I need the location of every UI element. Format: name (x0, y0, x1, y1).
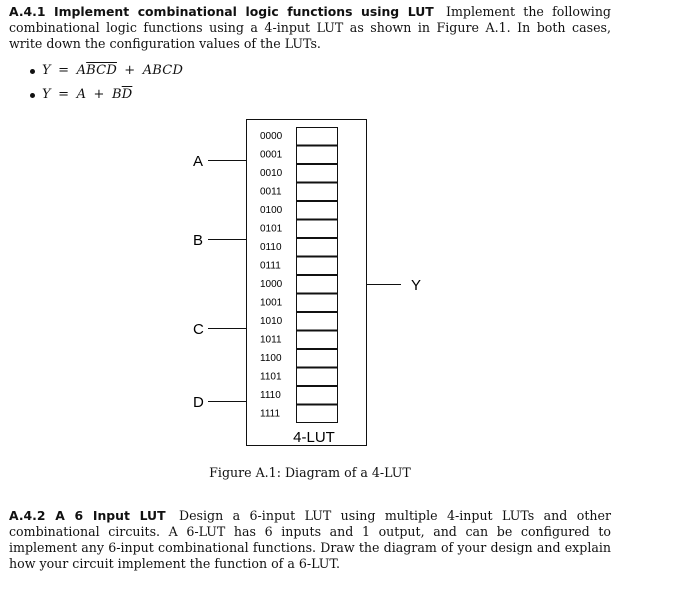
lut-row-address: 1001 (260, 297, 283, 309)
lut-row-address: 0000 (260, 131, 283, 142)
input-label-d: D (193, 394, 204, 411)
section-a41-body: Implement the following combinational logic functions using a 4-input LUT as shown in Figure A.1. In both cases, write down the configuration values of the LUTs. (9, 4, 611, 51)
term-overlined: $\overline{BCD}$ (86, 63, 117, 78)
equation-lhs: Y (42, 87, 51, 102)
term: A (76, 87, 87, 102)
plus-sign: + (124, 63, 136, 78)
section-a42-heading: A.4.2 A 6 Input LUT (9, 508, 166, 523)
lut-row-address: 1111 (260, 408, 281, 420)
lut-config-cell (297, 294, 338, 312)
lut-block-label: 4-LUT (293, 429, 335, 446)
lut-row-address: 0110 (260, 242, 282, 253)
lut-config-cell (297, 165, 338, 183)
lut-config-cell (297, 350, 338, 368)
term: ABCD (142, 63, 184, 78)
input-label-a: A (193, 153, 204, 170)
equals-sign: = (58, 87, 70, 102)
input-label-b: B (193, 232, 204, 249)
section-a42 (9, 508, 611, 572)
term-overlined: $\overline{D}$ (121, 87, 133, 102)
input-label-c: C (193, 321, 204, 338)
term: B (111, 87, 122, 102)
lut-config-cell (297, 276, 338, 294)
output-label: Y (411, 277, 422, 294)
lut-config-cell (297, 387, 338, 405)
lut-config-cell (297, 183, 338, 201)
lut-row-address: 0001 (260, 149, 283, 161)
lut-config-cell (297, 146, 338, 164)
lut-config-cell (297, 313, 338, 331)
lut-row-address: 0100 (260, 205, 283, 216)
lut-row-address: 0011 (260, 186, 282, 198)
figure-caption: Figure A.1: Diagram of a 4-LUT (209, 465, 411, 480)
section-a41-heading: A.4.1 Implement combinational logic functions using LUT (9, 4, 434, 19)
lut-row-address: 1011 (260, 334, 282, 346)
section-a42-body: Design a 6-input LUT using multiple 4-input LUTs and other combinational circuits. A 6-LUT has 6 inputs and 1 output, and can be configured to implement any 6-input combinational functions. Draw the diagram of your design and explain how your circuit implement the function of a 6-LUT. (9, 508, 611, 571)
lut-config-cell (297, 202, 338, 220)
lut-config-cell (297, 405, 338, 423)
lut-config-cell (297, 239, 338, 257)
lut-row-address: 1110 (260, 390, 281, 401)
lut-rows (260, 128, 338, 423)
lut-row-address: 1101 (260, 371, 282, 383)
lut-row-address: 1000 (260, 279, 283, 290)
lut-row-address: 1010 (260, 316, 283, 327)
term: A (76, 63, 87, 78)
lut-row-address: 0010 (260, 168, 283, 179)
lut-config-cell (297, 257, 338, 275)
lut-config-cell (297, 128, 338, 146)
lut-config-cell (297, 368, 338, 386)
equation-lhs: Y (42, 63, 51, 78)
plus-sign: + (93, 87, 105, 102)
lut-row-address: 1100 (260, 353, 282, 364)
equals-sign: = (58, 63, 70, 78)
lut-config-cell (297, 220, 338, 238)
lut-config-cell (297, 331, 338, 349)
lut-inputs (193, 153, 246, 411)
lut-row-address: 0111 (260, 260, 281, 272)
lut-row-address: 0101 (260, 223, 283, 235)
